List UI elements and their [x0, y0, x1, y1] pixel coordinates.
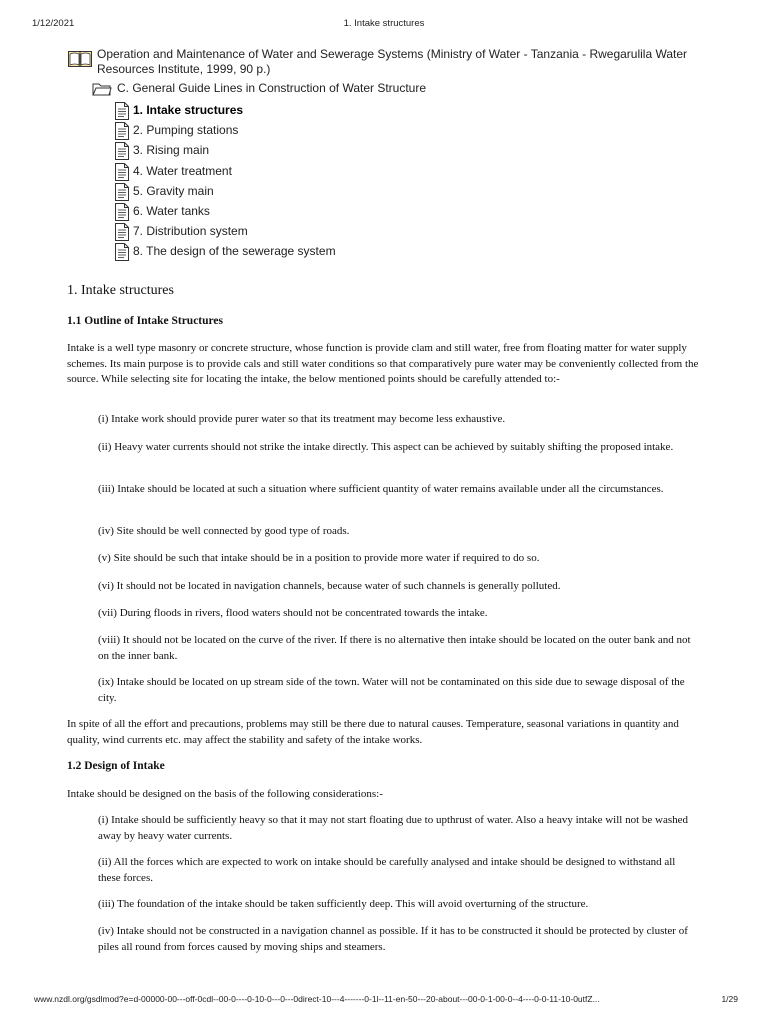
list-item: (ii) Heavy water currents should not strike the intake directly. This aspect can be achieved by suitably shifting the proposed intake. [98, 441, 674, 453]
open-book-icon[interactable] [68, 51, 92, 67]
list-item: (viii) It should not be located on the curve of the river. If there is no alternative then intake should be located on the outer bank and not on the inner bank. [98, 634, 691, 662]
document-title: 1. Intake structures [67, 283, 174, 298]
print-title: 1. Intake structures [343, 18, 425, 29]
list-item: (iv) Intake should not be constructed in a navigation channel as possible. If it has to be constructed it should be protected by cluster of piles all round from forces caused by moving ships and steamers. [98, 925, 688, 953]
list-item: (vi) It should not be located in navigation channels, because water of such channels is generally polluted. [98, 580, 561, 592]
document-icon[interactable] [115, 243, 129, 261]
document-icon[interactable] [115, 203, 129, 221]
section-heading-1-1: 1.1 Outline of Intake Structures [67, 315, 223, 327]
folder-icon[interactable] [92, 82, 112, 96]
print-date: 1/12/2021 [32, 18, 75, 29]
toc-item-link[interactable]: 8. The design of the sewerage system [133, 244, 336, 258]
document-icon[interactable] [115, 163, 129, 181]
list-item: (v) Site should be such that intake should be in a position to provide more water if required to do so. [98, 552, 540, 564]
list-item: (i) Intake should be sufficiently heavy so that it may not start floating due to upthrust of water. Also a heavy intake will not be washed away by heavy water currents. [98, 814, 688, 842]
document-icon[interactable] [115, 183, 129, 201]
print-header [0, 18, 768, 32]
book-title-link[interactable]: Operation and Maintenance of Water and Sewerage Systems (Ministry of Water - Tanzania - Rwegarulila Water Resources Institute, 1999, 90 p.) [97, 47, 688, 76]
toc-item-link[interactable]: 7. Distribution system [133, 224, 248, 238]
list-item: (iv) Site should be well connected by good type of roads. [98, 525, 350, 537]
print-footer [0, 994, 768, 1008]
section-1-1-intro: Intake is a well type masonry or concrete structure, whose function is provide clam and still water, free from floating matter for water supply schemes. Its main purpose is to provide cals and still water conditions so that comparatively pure water may be conveniently collected from the source. While selecting site for locating the intake, the below mentioned points should be carefully attended to:- [67, 342, 699, 385]
list-item: (ii) All the forces which are expected to work on intake should be carefully analysed and intake should be designed to withstand all these forces. [98, 856, 676, 884]
toc-item-link[interactable]: 6. Water tanks [133, 204, 210, 218]
list-item: (i) Intake work should provide purer water so that its treatment may become less exhaustive. [98, 413, 506, 425]
section-1-1-closing: In spite of all the effort and precautions, problems may still be there due to natural causes. Temperature, seasonal variations in quantity and quality, wind currents etc. may affect the stability and safety of the intake works. [67, 718, 679, 746]
document-icon[interactable] [115, 142, 129, 160]
toc-item-link[interactable]: 5. Gravity main [133, 184, 214, 198]
document-icon[interactable] [115, 122, 129, 140]
page-url: www.nzdl.org/gsdlmod?e=d-00000-00---off-0cdl--00-0----0-10-0---0---0direct-10---4-------0-1l--11-en-50---20-about---00-0-1-00-0--4----0-0-11-10-0utfZ... [34, 994, 600, 1004]
toc-item-link[interactable]: 4. Water treatment [133, 164, 232, 178]
toc-item-link[interactable]: 2. Pumping stations [133, 123, 239, 137]
section-1-2-intro: Intake should be designed on the basis of the following considerations:- [67, 788, 383, 800]
list-item: (iii) The foundation of the intake should be taken sufficiently deep. This will avoid overturning of the structure. [98, 898, 589, 910]
page-number: 1/29 [721, 994, 738, 1004]
document-icon[interactable] [115, 102, 129, 120]
folder-title-link[interactable]: C. General Guide Lines in Construction of Water Structure [117, 81, 427, 95]
document-icon[interactable] [115, 223, 129, 241]
section-heading-1-2: 1.2 Design of Intake [67, 760, 165, 772]
list-item: (iii) Intake should be located at such a situation where sufficient quantity of water remains available under all the circumstances. [98, 483, 664, 495]
toc-item-link[interactable]: 3. Rising main [133, 143, 210, 157]
toc-item-link[interactable]: 1. Intake structures [133, 103, 244, 117]
list-item: (ix) Intake should be located on up stream side of the town. Water will not be contaminated on this side due to sewage disposal of the city. [98, 676, 685, 704]
list-item: (vii) During floods in rivers, flood waters should not be concentrated towards the intake. [98, 607, 488, 619]
